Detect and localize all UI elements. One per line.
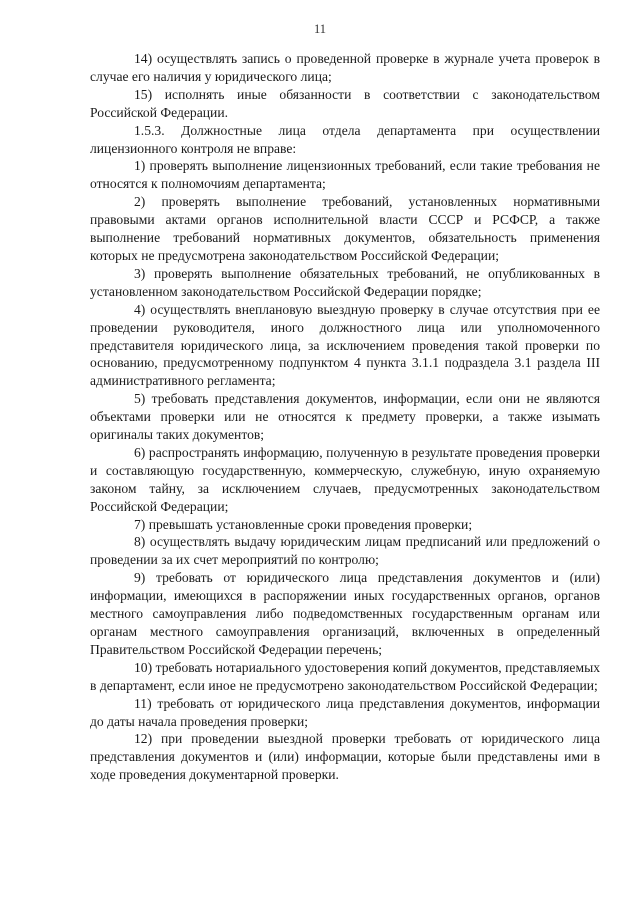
paragraph-subitem-5: 5) требовать представления документов, информации, если они не являются объектами проверки или не относятся к предмету проверки, а также изымать оригиналы таких документов; [90, 391, 600, 443]
document-body [90, 50, 600, 784]
paragraph-subitem-4: 4) осуществлять внеплановую выездную проверку в случае отсутствия при ее проведении руководителя, иного должностного лица или уполномоченного представителя юридического лица, за исключением проведения такой проверки по основанию, предусмотренному подпунктом 4 пункта 3.1.1 подраздела 3.1 раздела III административного регламента; [90, 301, 600, 389]
paragraph-item-15: 15) исполнять иные обязанности в соответствии с законодательством Российской Федерации. [90, 86, 600, 120]
page-number: 11 [313, 22, 327, 36]
paragraph-subitem-2: 2) проверять выполнение требований, установленных нормативными правовыми актами органов исполнительной власти СССР и РСФСР, а также выполнение требований нормативных документов, обязательность применения которых не предусмотрена законодательством Российской Федерации; [90, 194, 600, 263]
paragraph-subitem-10: 10) требовать нотариального удостоверения копий документов, представляемых в департамент, если иное не предусмотрено законодательством Российской Федерации; [90, 659, 600, 693]
paragraph-subitem-9: 9) требовать от юридического лица представления документов и (или) информации, имеющихся в распоряжении иных государственных органов, органов местного самоуправления либо подведомственных государственным органам или органам местного самоуправления организаций, включенных в определенный Правительством Российской Федерации перечень; [90, 570, 600, 657]
paragraph-subitem-11: 11) требовать от юридического лица представления документов, информации до даты начала проведения проверки; [90, 695, 600, 729]
paragraph-subitem-6: 6) распространять информацию, полученную в результате проведения проверки и составляющую государственную, коммерческую, служебную, иную охраняемую законом тайну, за исключением случаев, предусмотренных законодательством Российской Федерации; [90, 444, 600, 514]
paragraph-subitem-8: 8) осуществлять выдачу юридическим лицам предписаний или предложений о проведении за их счет мероприятий по контролю; [90, 534, 600, 568]
paragraph-section-1-5-3: 1.5.3. Должностные лица отдела департамента при осуществлении лицензионного контроля не вправе: [90, 122, 600, 156]
paragraph-item-14: 14) осуществлять запись о проведенной проверке в журнале учета проверок в случае его наличия у юридического лица; [90, 51, 600, 84]
paragraph-subitem-1: 1) проверять выполнение лицензионных требований, если такие требования не относятся к полномочиям департамента; [90, 158, 600, 192]
paragraph-subitem-3: 3) проверять выполнение обязательных требований, не опубликованных в установленном законодательством Российской Федерации порядке; [90, 265, 600, 299]
paragraph-subitem-12: 12) при проведении выездной проверки требовать от юридического лица представления документов и (или) информации, которые были представлены ими в ходе проведения документарной проверки. [90, 731, 600, 783]
paragraph-subitem-7: 7) превышать установленные сроки проведения проверки; [134, 516, 473, 532]
